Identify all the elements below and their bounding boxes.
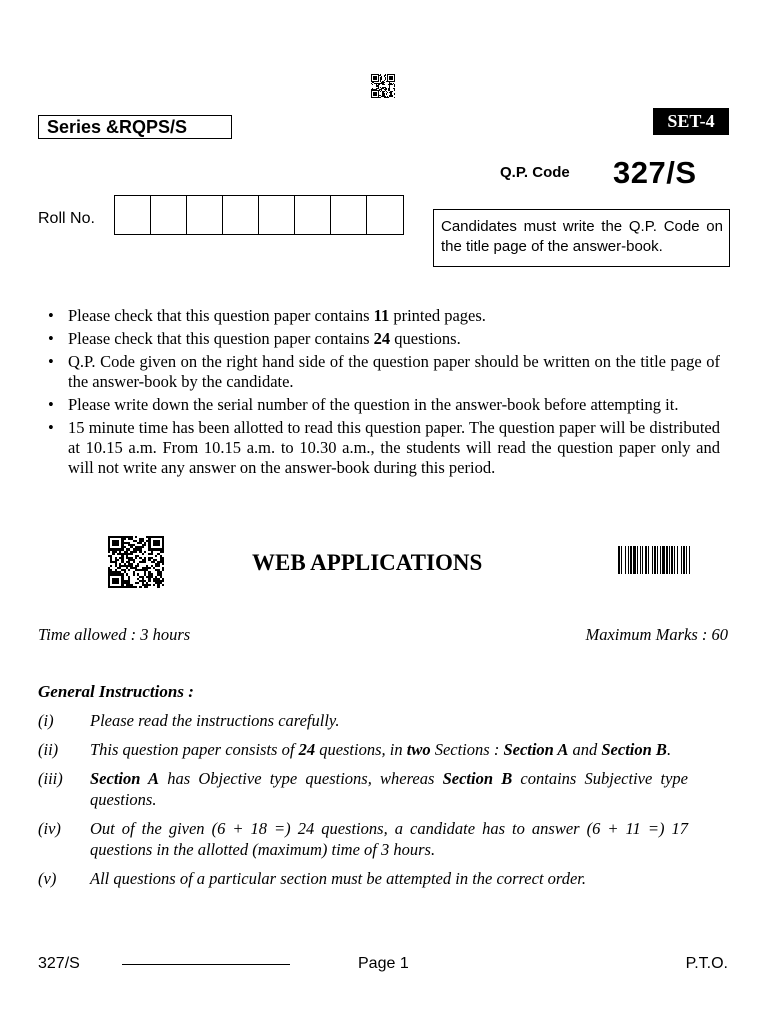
preliminary-instructions bbox=[48, 306, 720, 481]
general-instructions-list bbox=[38, 710, 688, 897]
text-run: Please check that this question paper contains bbox=[68, 306, 374, 325]
emphasized-text: two bbox=[406, 740, 431, 759]
instruction-item bbox=[38, 818, 688, 860]
roll-number-box[interactable] bbox=[151, 196, 187, 234]
set-badge: SET-4 bbox=[653, 108, 729, 135]
text-run: This question paper consists of bbox=[90, 740, 299, 759]
instruction-text bbox=[90, 818, 688, 860]
qr-code-icon bbox=[371, 74, 395, 98]
pto-label: P.T.O. bbox=[685, 955, 728, 972]
instruction-text bbox=[90, 710, 688, 731]
emphasized-text: Section B bbox=[442, 769, 513, 788]
roll-number-box[interactable] bbox=[223, 196, 259, 234]
instruction-number: (iii) bbox=[38, 769, 63, 788]
roll-number-boxes bbox=[114, 195, 404, 235]
footer-divider bbox=[122, 964, 290, 965]
page-number: Page 1 bbox=[358, 955, 409, 972]
instruction-number: (iv) bbox=[38, 819, 61, 838]
text-run: questions, in bbox=[315, 740, 407, 759]
text-run: Q.P. Code given on the right hand side of the question paper should be written on the title page of the answer-book by the candidate. bbox=[68, 352, 720, 391]
text-run: contains Subjective type questions. bbox=[90, 769, 688, 809]
instruction-item bbox=[38, 739, 688, 760]
roll-number-box[interactable] bbox=[295, 196, 331, 234]
barcode-icon bbox=[618, 546, 728, 574]
emphasized-text: Section A bbox=[503, 740, 569, 759]
emphasized-text: 11 bbox=[373, 306, 390, 325]
candidate-note: Candidates must write the Q.P. Code on the title page of the answer-book. bbox=[433, 209, 730, 267]
text-run: All questions of a particular section must be attempted in the correct order. bbox=[90, 869, 587, 888]
roll-number-box[interactable] bbox=[331, 196, 367, 234]
roll-number-box[interactable] bbox=[259, 196, 295, 234]
text-run: 15 minute time has been allotted to read this question paper. The question paper will be distributed at 10.15 a.m. From 10.15 a.m. to 10.30 a.m., the students will read the question paper only and will not write any answer on the answer-book during this period. bbox=[68, 418, 720, 477]
instruction-item bbox=[38, 768, 688, 810]
instruction-text bbox=[90, 739, 688, 760]
instruction-bullet bbox=[48, 418, 720, 478]
instruction-bullet bbox=[48, 352, 720, 392]
maximum-marks: Maximum Marks : 60 bbox=[585, 625, 728, 644]
text-run: has Objective type questions, whereas bbox=[159, 769, 443, 788]
instruction-bullet bbox=[48, 395, 720, 415]
emphasized-text: Section B bbox=[601, 740, 667, 759]
text-run: Please check that this question paper contains bbox=[68, 329, 374, 348]
instruction-bullet bbox=[48, 329, 720, 349]
text-run: printed pages. bbox=[389, 306, 486, 325]
text-run: Please write down the serial number of the question in the answer-book before attempting it. bbox=[68, 395, 679, 414]
text-run: questions. bbox=[390, 329, 461, 348]
emphasized-text: 24 bbox=[373, 329, 391, 348]
instruction-number: (ii) bbox=[38, 740, 59, 759]
text-run: Please read the instructions carefully. bbox=[90, 711, 340, 730]
subject-title: WEB APPLICATIONS bbox=[252, 550, 483, 575]
instruction-bullet bbox=[48, 306, 720, 326]
text-run: . bbox=[666, 740, 672, 759]
qr-code-icon bbox=[108, 536, 164, 588]
roll-number-box[interactable] bbox=[367, 196, 403, 234]
instruction-text bbox=[90, 868, 688, 889]
instruction-item bbox=[38, 868, 688, 889]
instruction-item bbox=[38, 710, 688, 731]
text-run: Sections : bbox=[430, 740, 504, 759]
series-label: Series &RQPS/S bbox=[38, 115, 232, 139]
qp-code: 327/S bbox=[613, 155, 697, 190]
instruction-number: (i) bbox=[38, 711, 54, 730]
roll-number-box[interactable] bbox=[115, 196, 151, 234]
text-run: Out of the given (6 + 18 =) 24 questions, a candidate has to answer (6 + 11 =) 17 questions in the allotted (maximum) time of 3 hours. bbox=[90, 819, 688, 859]
time-allowed: Time allowed : 3 hours bbox=[38, 625, 191, 644]
emphasized-text: Section A bbox=[90, 769, 160, 788]
instruction-number: (v) bbox=[38, 869, 57, 888]
text-run: and bbox=[568, 740, 602, 759]
footer-qp-code: 327/S bbox=[38, 955, 80, 972]
roll-number-label: Roll No. bbox=[38, 210, 95, 227]
general-instructions-title: General Instructions : bbox=[38, 682, 194, 701]
emphasized-text: 24 bbox=[298, 740, 316, 759]
roll-number-box[interactable] bbox=[187, 196, 223, 234]
instruction-text bbox=[90, 768, 688, 810]
qp-code-label: Q.P. Code bbox=[500, 164, 570, 181]
